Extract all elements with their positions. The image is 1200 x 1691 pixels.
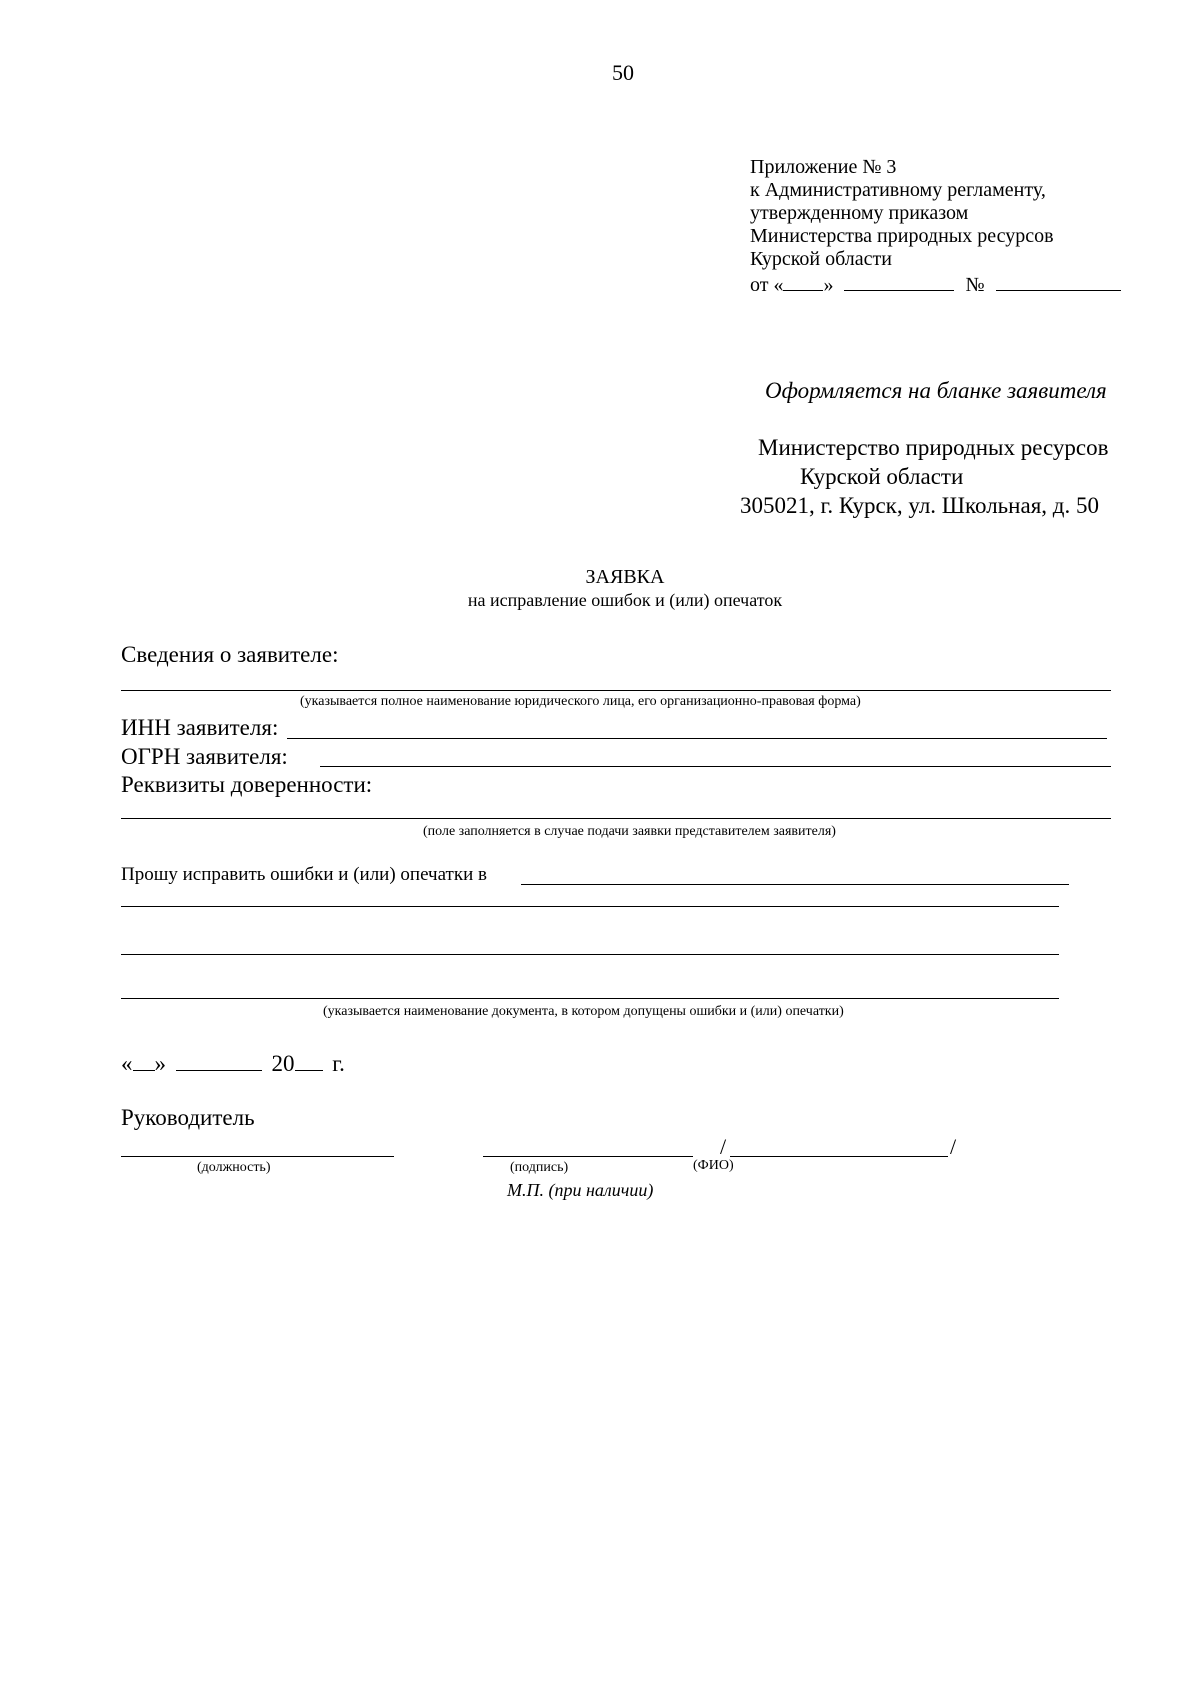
date-year-suffix: г.	[332, 1051, 345, 1076]
inn-label: ИНН заявителя:	[121, 715, 279, 740]
appendix-line-1: Приложение № 3	[750, 156, 897, 178]
addressee-line-3: 305021, г. Курск, ул. Школьная, д. 50	[740, 493, 1099, 518]
request-hint: (указывается наименование документа, в котором допущены ошибки и (или) опечатки)	[323, 1004, 844, 1019]
fio-slash-right: /	[950, 1134, 957, 1159]
fio-slash-left: /	[720, 1134, 727, 1159]
signature-line	[483, 1156, 693, 1157]
appendix-line-2: к Административному регламенту,	[750, 179, 1046, 201]
page-number: 50	[612, 60, 634, 85]
appendix-date-prefix: от «	[750, 274, 784, 296]
date-year-blank	[295, 1050, 323, 1071]
date-open-quote: «	[121, 1051, 133, 1076]
request-line-4	[121, 998, 1059, 999]
appendix-line-3: утвержденному приказом	[750, 202, 969, 224]
appendix-date-line	[750, 272, 1121, 297]
applicant-heading: Сведения о заявителе:	[121, 642, 339, 667]
date-day-blank	[133, 1050, 155, 1071]
form-subtitle: на исправление ошибок и (или) опечаток	[467, 590, 783, 610]
blank-note: Оформляется на бланке заявителя	[765, 378, 1107, 403]
addressee-line-2: Курской области	[800, 464, 964, 489]
power-of-attorney-line	[121, 818, 1111, 819]
appendix-line-5: Курской области	[750, 248, 892, 270]
application-date	[121, 1050, 345, 1077]
form-title: ЗАЯВКА	[585, 566, 665, 588]
power-of-attorney-hint: (поле заполняется в случае подачи заявки представителем заявителя)	[423, 824, 836, 839]
position-hint: (должность)	[197, 1160, 271, 1175]
date-close-quote: »	[154, 1051, 166, 1076]
signature-hint: (подпись)	[510, 1160, 569, 1175]
date-month-blank	[176, 1050, 262, 1071]
stamp-note: М.П. (при наличии)	[507, 1180, 654, 1200]
appendix-number-sign: №	[965, 274, 985, 296]
applicant-name-line	[121, 690, 1111, 691]
fio-hint: (ФИО)	[693, 1158, 734, 1173]
addressee-line-1: Министерство природных ресурсов	[758, 435, 1109, 460]
head-label: Руководитель	[121, 1105, 255, 1130]
fio-line	[730, 1156, 948, 1157]
inn-line	[287, 738, 1107, 739]
appendix-date-mid: »	[823, 274, 834, 296]
appendix-line-4: Министерства природных ресурсов	[750, 225, 1054, 247]
appendix-month-blank	[844, 272, 954, 291]
ogrn-line	[320, 766, 1111, 767]
date-year-prefix: 20	[271, 1051, 295, 1076]
request-line-1	[521, 884, 1069, 885]
request-line-3	[121, 954, 1059, 955]
appendix-day-blank	[783, 272, 823, 291]
position-line	[121, 1156, 394, 1157]
request-text: Прошу исправить ошибки и (или) опечатки в	[121, 864, 487, 885]
request-line-2	[121, 906, 1059, 907]
appendix-number-blank	[996, 272, 1121, 291]
power-of-attorney-label: Реквизиты доверенности:	[121, 772, 373, 797]
ogrn-label: ОГРН заявителя:	[121, 744, 288, 769]
applicant-name-hint: (указывается полное наименование юридического лица, его организационно-правовая форма)	[300, 694, 861, 709]
